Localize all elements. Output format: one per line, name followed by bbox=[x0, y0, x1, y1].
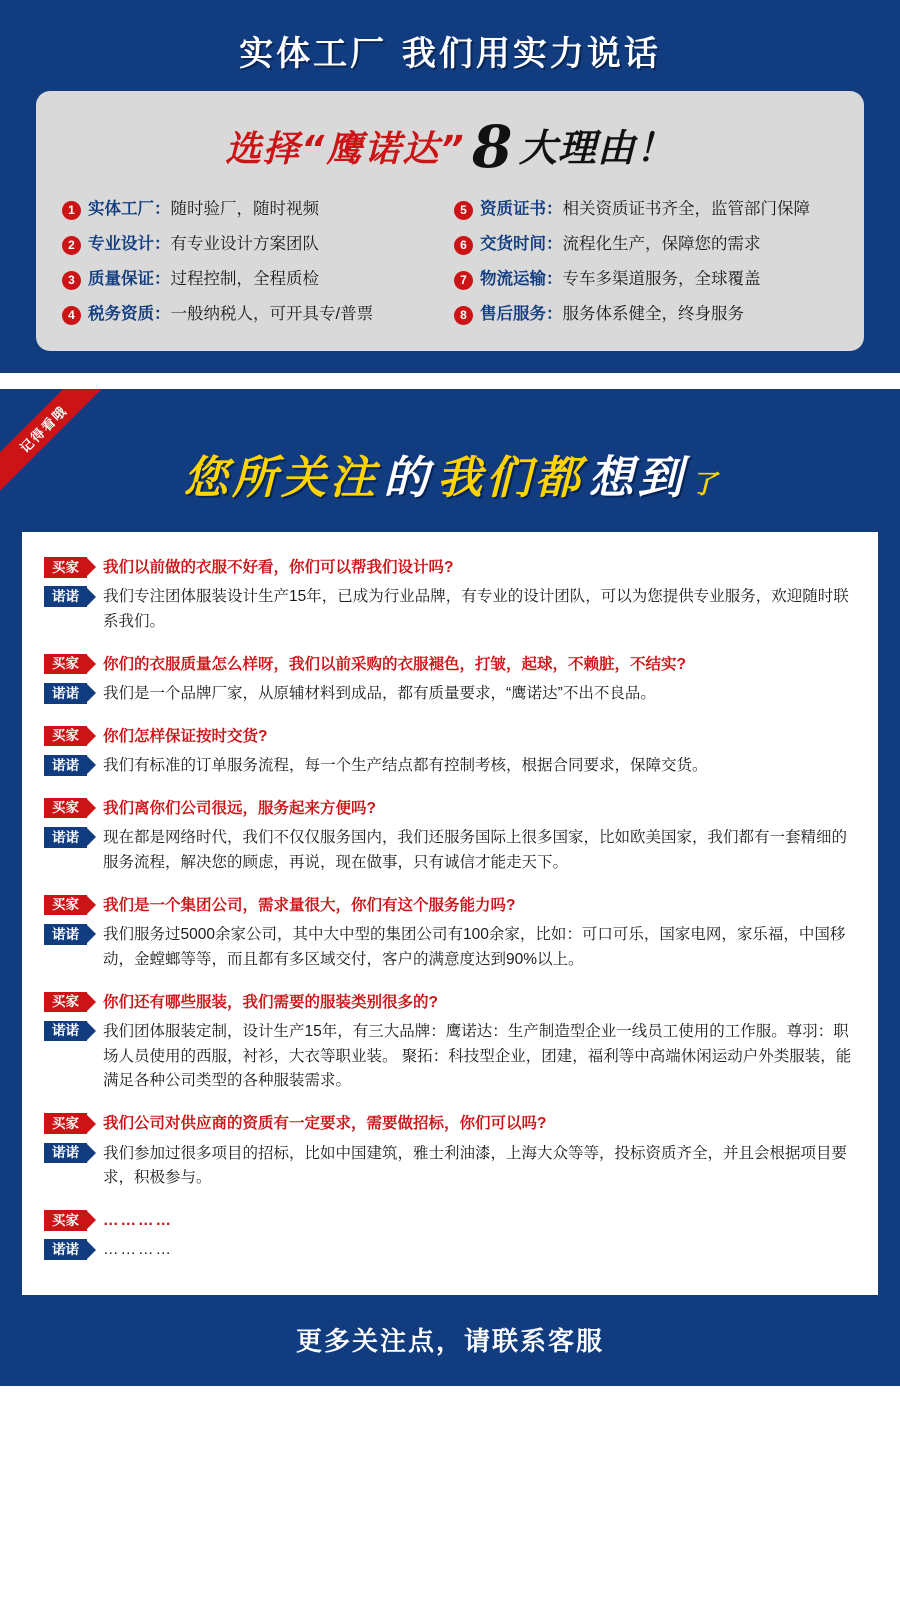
faq-question-row bbox=[44, 894, 856, 917]
faq-heading-part4: 想到 bbox=[588, 451, 687, 504]
faq-question-row bbox=[44, 991, 856, 1014]
buyer-tag: 买家 bbox=[44, 798, 87, 819]
faq-question-row bbox=[44, 556, 856, 579]
reason-label: 售后服务： bbox=[480, 305, 563, 323]
reason-number-badge: 1 bbox=[62, 201, 81, 220]
reason-text: 随时验厂，随时视频 bbox=[170, 200, 319, 218]
seller-tag: 诺诺 bbox=[44, 683, 87, 704]
reason-number-badge: 5 bbox=[454, 201, 473, 220]
faq-heading-part5: 了 bbox=[690, 469, 717, 499]
reasons-card bbox=[36, 91, 864, 351]
reasons-heading-number: 8 bbox=[472, 113, 513, 181]
reasons-heading-prefix: 选择“鹰诺达” bbox=[225, 129, 466, 170]
faq-answer-row bbox=[44, 585, 856, 635]
faq-answer-row bbox=[44, 923, 856, 973]
faq-item bbox=[44, 725, 856, 779]
reason-item bbox=[454, 234, 838, 255]
seller-tag: 诺诺 bbox=[44, 1239, 87, 1260]
faq-answer-row bbox=[44, 754, 856, 779]
faq-question-text: 你们的衣服质量怎么样呀，我们以前采购的衣服褪色，打皱，起球，不赖脏，不结实? bbox=[103, 655, 686, 673]
faq-heading-part3: 我们都 bbox=[436, 451, 584, 504]
faq-question-row bbox=[44, 1209, 856, 1232]
faq-item bbox=[44, 797, 856, 876]
buyer-tag: 买家 bbox=[44, 726, 87, 747]
buyer-tag: 买家 bbox=[44, 1210, 87, 1231]
reason-number-badge: 2 bbox=[62, 236, 81, 255]
section-divider bbox=[0, 373, 900, 389]
buyer-tag: 买家 bbox=[44, 654, 87, 675]
faq-answer-text: 我们团体服装定制，设计生产15年，有三大品牌：鹰诺达：生产制造型企业一线员工使用的工作服。尊羽：职场人员使用的西服，衬衫，大衣等职业装。 聚拓：科技型企业，团建，福利等中高端休闲运动户外类服装，能满足各种公司类型的各种服装需求。 bbox=[103, 1022, 852, 1090]
faq-question-row bbox=[44, 797, 856, 820]
faq-heading-part2: 的 bbox=[383, 451, 433, 504]
reason-text: 流程化生产，保障您的需求 bbox=[562, 235, 761, 253]
seller-tag: 诺诺 bbox=[44, 586, 87, 607]
faq-question-text: 你们还有哪些服装，我们需要的服装类别很多的? bbox=[103, 993, 438, 1011]
reason-item bbox=[454, 304, 838, 325]
faq-question-text: 我们离你们公司很远，服务起来方便吗? bbox=[103, 799, 376, 817]
faq-answer-row bbox=[44, 1020, 856, 1094]
reason-label: 资质证书： bbox=[480, 200, 563, 218]
faq-question-text: 我们是一个集团公司，需求量很大，你们有这个服务能力吗? bbox=[103, 896, 516, 914]
faq-heading bbox=[0, 389, 900, 532]
reason-item bbox=[62, 304, 446, 325]
reason-number-badge: 7 bbox=[454, 271, 473, 290]
reason-number-badge: 8 bbox=[454, 306, 473, 325]
faq-item bbox=[44, 1209, 856, 1263]
faq-answer-text: 现在都是网络时代，我们不仅仅服务国内，我们还服务国际上很多国家，比如欧美国家，我们都有一套精细的服务流程，解决您的顾虑，再说，现在做事，只有诚信才能走天下。 bbox=[103, 829, 848, 871]
faq-section bbox=[0, 389, 900, 1386]
faq-answer-text: ………… bbox=[103, 1241, 173, 1259]
reason-text: 相关资质证书齐全，监管部门保障 bbox=[562, 200, 810, 218]
reasons-grid bbox=[62, 199, 838, 325]
reasons-heading-suffix: 大理由！ bbox=[518, 126, 675, 170]
reason-text: 一般纳税人，可开具专/普票 bbox=[170, 305, 374, 323]
faq-answer-row bbox=[44, 682, 856, 707]
reason-text: 服务体系健全，终身服务 bbox=[562, 305, 744, 323]
seller-tag: 诺诺 bbox=[44, 1021, 87, 1042]
reason-label: 实体工厂： bbox=[88, 200, 171, 218]
faq-answer-text: 我们是一个品牌厂家，从原辅材料到成品，都有质量要求，“鹰诺达”不出不良品。 bbox=[103, 685, 656, 703]
reason-number-badge: 3 bbox=[62, 271, 81, 290]
reason-label: 物流运输： bbox=[480, 270, 563, 288]
buyer-tag: 买家 bbox=[44, 895, 87, 916]
faq-question-row bbox=[44, 653, 856, 676]
faq-answer-row bbox=[44, 826, 856, 876]
faq-card bbox=[22, 532, 878, 1295]
faq-item bbox=[44, 991, 856, 1095]
faq-question-text: ………… bbox=[103, 1212, 173, 1230]
faq-answer-row bbox=[44, 1238, 856, 1263]
reasons-heading bbox=[62, 113, 838, 181]
reason-text: 有专业设计方案团队 bbox=[170, 235, 319, 253]
faq-heading-part1: 您所关注 bbox=[183, 451, 380, 504]
reason-label: 税务资质： bbox=[88, 305, 171, 323]
factory-strength-section bbox=[0, 0, 900, 373]
faq-question-row bbox=[44, 1112, 856, 1135]
section1-banner-title: 实体工厂 我们用实力说话 bbox=[239, 34, 661, 74]
seller-tag: 诺诺 bbox=[44, 755, 87, 776]
corner-ribbon: 记得看哦 bbox=[0, 389, 106, 491]
faq-answer-row bbox=[44, 1142, 856, 1192]
buyer-tag: 买家 bbox=[44, 557, 87, 578]
buyer-tag: 买家 bbox=[44, 992, 87, 1013]
reason-item bbox=[62, 269, 446, 290]
faq-item bbox=[44, 894, 856, 973]
faq-item bbox=[44, 1112, 856, 1191]
reason-label: 专业设计： bbox=[88, 235, 171, 253]
seller-tag: 诺诺 bbox=[44, 1143, 87, 1164]
faq-answer-text: 我们服务过5000余家公司，其中大中型的集团公司有100余家，比如：可口可乐，国家电网，家乐福，中国移动，金螳螂等等，而且都有多区域交付，客户的满意度达到90%以上。 bbox=[103, 926, 846, 968]
faq-footer-text: 更多关注点，请联系客服 bbox=[295, 1326, 604, 1357]
reason-text: 专车多渠道服务，全球覆盖 bbox=[562, 270, 761, 288]
reason-item bbox=[454, 199, 838, 220]
faq-question-row bbox=[44, 725, 856, 748]
reason-label: 质量保证： bbox=[88, 270, 171, 288]
reason-item bbox=[62, 234, 446, 255]
reason-label: 交货时间： bbox=[480, 235, 563, 253]
faq-question-text: 你们怎样保证按时交货? bbox=[103, 727, 268, 745]
faq-answer-text: 我们有标准的订单服务流程，每一个生产结点都有控制考核，根据合同要求，保障交货。 bbox=[103, 757, 708, 775]
reason-text: 过程控制，全程质检 bbox=[170, 270, 319, 288]
reason-item bbox=[454, 269, 838, 290]
faq-question-text: 我们公司对供应商的资质有一定要求，需要做招标，你们可以吗? bbox=[103, 1115, 547, 1133]
seller-tag: 诺诺 bbox=[44, 924, 87, 945]
faq-item bbox=[44, 556, 856, 635]
faq-answer-text: 我们参加过很多项目的招标，比如中国建筑，雅士利油漆，上海大众等等，投标资质齐全，并且会根据项目要求，积极参与。 bbox=[103, 1144, 848, 1187]
reason-number-badge: 6 bbox=[454, 236, 473, 255]
reason-item bbox=[62, 199, 446, 220]
seller-tag: 诺诺 bbox=[44, 827, 87, 848]
faq-answer-text: 我们专注团体服装设计生产15年，已成为行业品牌，有专业的设计团队，可以为您提供专业服务，欢迎随时联系我们。 bbox=[103, 588, 849, 631]
faq-question-text: 我们以前做的衣服不好看，你们可以帮我们设计吗? bbox=[103, 559, 454, 576]
reason-number-badge: 4 bbox=[62, 306, 81, 325]
buyer-tag: 买家 bbox=[44, 1113, 87, 1134]
faq-item bbox=[44, 653, 856, 707]
